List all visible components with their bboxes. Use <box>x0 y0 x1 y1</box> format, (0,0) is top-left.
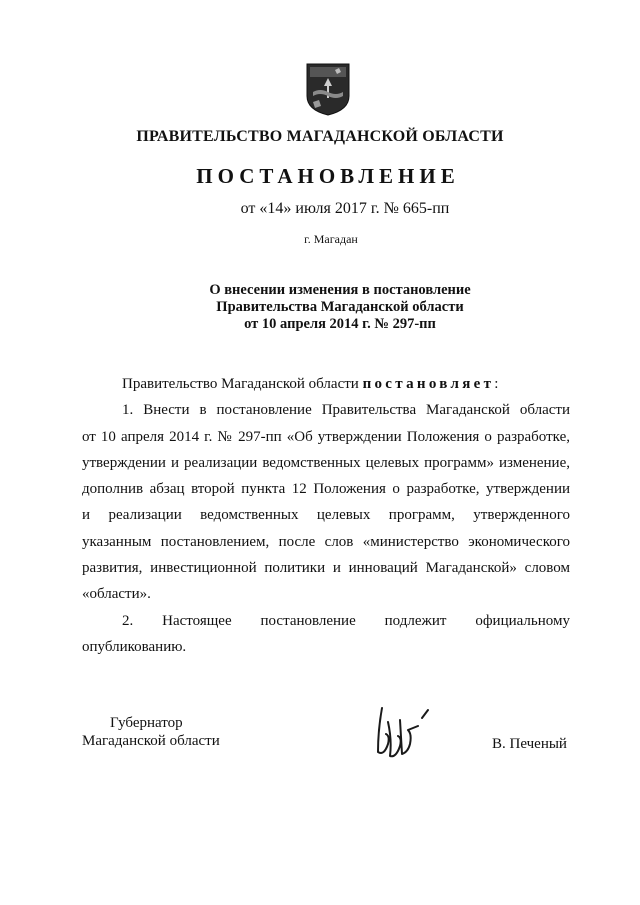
paragraph-1-line: утверждении и реализации ведомственных целевых программ» изменение, <box>82 454 570 471</box>
preamble-suffix: : <box>494 376 499 392</box>
preamble-emphasis: постановляет <box>362 376 495 392</box>
paragraph-1-line: указанным постановлением, после слов «министерство экономического <box>82 533 570 550</box>
paragraph-1-line: «области». <box>82 586 151 603</box>
paragraph-1-line: развития, инвестиционной политики и инноваций Магаданской» словом <box>82 560 570 577</box>
document-type-title: ПОСТАНОВЛЕНИЕ <box>196 164 460 188</box>
handwritten-signature <box>372 700 432 766</box>
preamble <box>82 371 570 397</box>
paragraph-1-line: и реализации ведомственных целевых программ, утвержденного <box>82 507 570 524</box>
signer-position-line: Губернатор <box>110 715 183 731</box>
paragraph-1-line: 1. Внести в постановление Правительства Магаданской области <box>122 402 570 419</box>
paragraph-1-line: дополнив абзац второй пункта 12 Положения о разработке, утверждении <box>82 481 570 498</box>
subject-line: Правительства Магаданской области <box>216 299 464 315</box>
signer-position <box>82 714 220 750</box>
city-label: г. Магадан <box>304 232 358 246</box>
paragraph-2-line: 2. Настоящее постановление подлежит официальному <box>122 612 570 629</box>
preamble-prefix: Правительство Магаданской области <box>122 376 363 392</box>
paragraph-1-line: от 10 апреля 2014 г. № 297-пп «Об утверждении Положения о разработке, <box>82 428 570 445</box>
subject-line: О внесении изменения в постановление <box>209 282 471 298</box>
document-subject <box>0 282 640 333</box>
document-date-number: от «14» июля 2017 г. № 665-пп <box>240 200 450 217</box>
subject-line: от 10 апреля 2014 г. № 297-пп <box>244 316 436 332</box>
signer-name: В. Печеный <box>492 736 567 752</box>
document-body <box>82 371 570 660</box>
paragraph-2-line: опубликованию. <box>82 638 187 655</box>
signer-position-line: Магаданской области <box>82 733 220 749</box>
organization-title: ПРАВИТЕЛЬСТВО МАГАДАНСКОЙ ОБЛАСТИ <box>136 128 504 145</box>
coat-of-arms-emblem <box>305 62 351 116</box>
